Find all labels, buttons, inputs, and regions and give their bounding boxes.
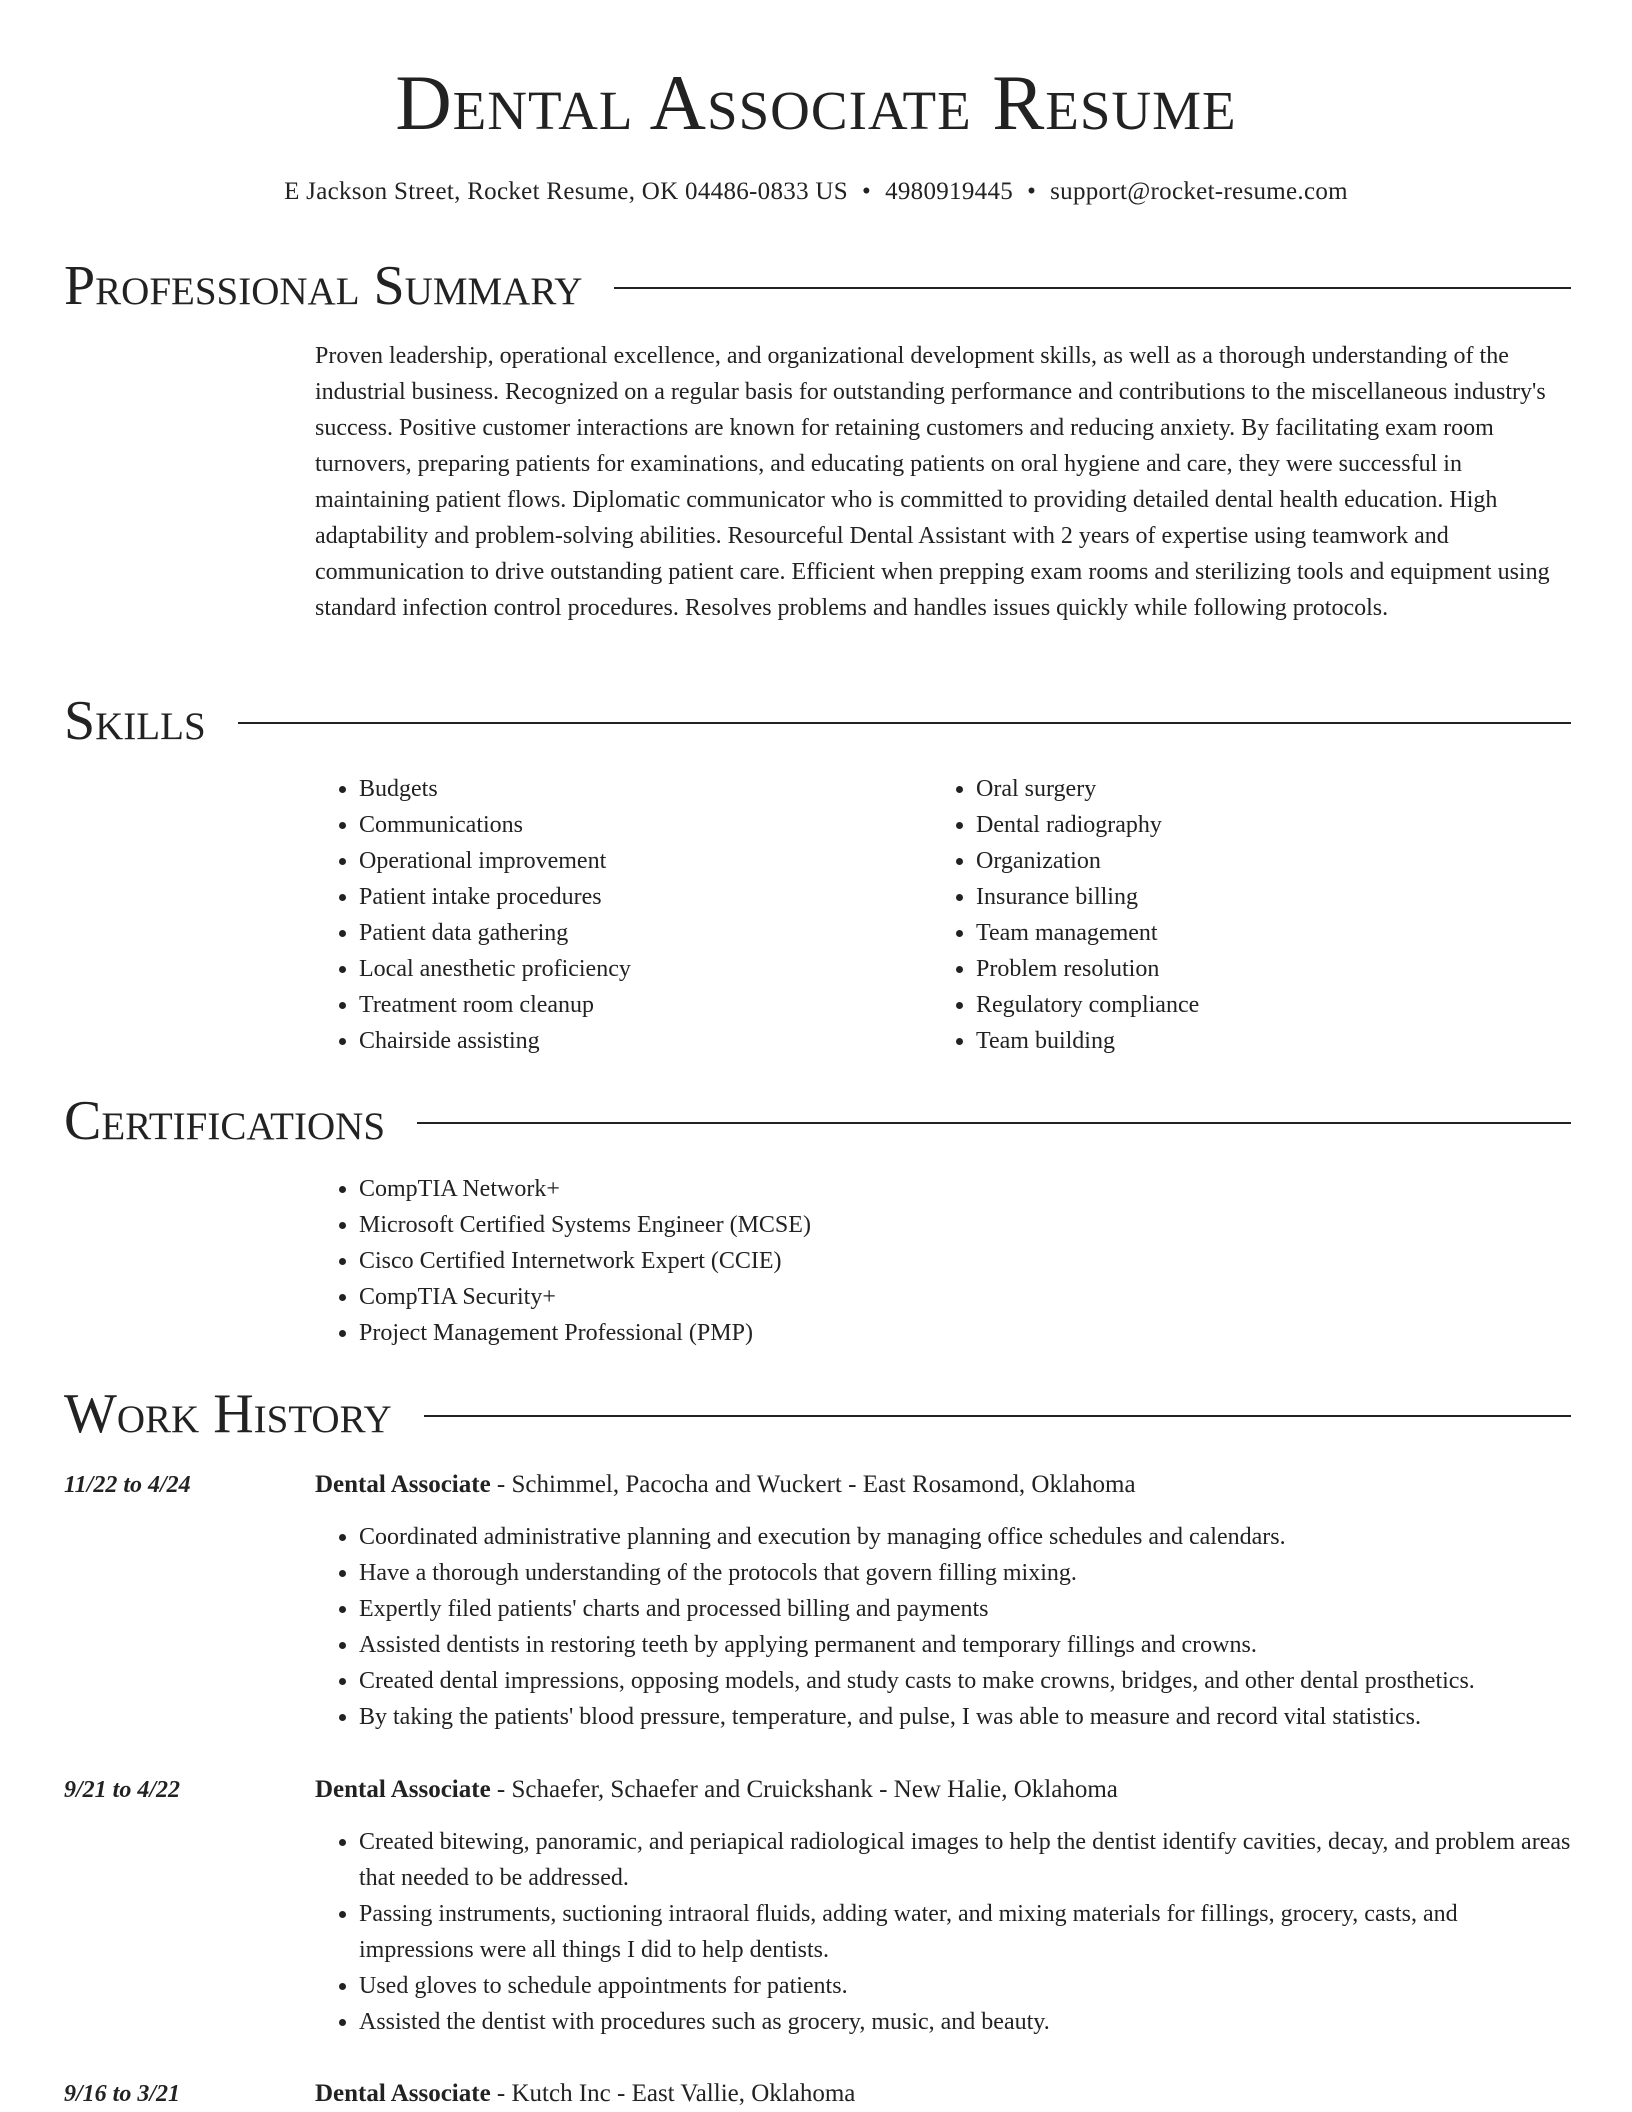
job-bullet-list bbox=[315, 1824, 1571, 2040]
skill-item: • Patient intake procedures bbox=[359, 879, 915, 915]
skill-item: • Insurance billing bbox=[976, 879, 1532, 915]
skill-item: • Organization bbox=[976, 843, 1532, 879]
skill-item: • Team management bbox=[976, 915, 1532, 951]
section-divider bbox=[417, 1122, 1571, 1124]
summary-text: Proven leadership, operational excellence, and organizational development skills, as well as a thorough understanding of the industrial business. Recognized on a regular basis for outstanding performance and contributions to the miscellaneous industry's success. Positive customer interactions are known for retaining customers and reducing anxiety. By facilitating exam room turnovers, preparing patients for examinations, and educating patients on oral hygiene and care, they were successful in maintaining patient flows. Diplomatic communicator who is committed to providing detailed dental health education. High adaptability and problem-solving abilities. Resourceful Dental Assistant with 2 years of expertise using teamwork and communication to drive outstanding patient care. Efficient when prepping exam rooms and sterilizing tools and equipment using standard infection control procedures. Resolves problems and handles issues quickly while following protocols. bbox=[315, 343, 1550, 621]
skill-item: • Oral surgery bbox=[976, 771, 1532, 807]
summary-heading: Professional Summary bbox=[64, 255, 583, 317]
job-bullet: • Passing instruments, suctioning intraoral fluids, adding water, and mixing materials for fillings, grocery, casts, and impressions were all things I did to help dentists. bbox=[359, 1896, 1571, 1968]
job-employer: - Kutch Inc - East Vallie, Oklahoma bbox=[496, 2080, 856, 2107]
job-bullet-list bbox=[315, 1519, 1571, 1735]
contact-line bbox=[0, 175, 1632, 209]
skill-item: • Dental radiography bbox=[976, 807, 1532, 843]
skill-item: • Patient data gathering bbox=[359, 915, 915, 951]
job-heading bbox=[315, 2076, 1571, 2112]
job-bullet: • By taking the patients' blood pressure, temperature, and pulse, I was able to measure and record vital statistics. bbox=[359, 1699, 1571, 1735]
job-title: Dental Associate bbox=[315, 1776, 491, 1803]
job-heading bbox=[315, 1772, 1571, 1808]
job-bullet: • Created dental impressions, opposing models, and study casts to make crowns, bridges, and other dental prosthetics. bbox=[359, 1663, 1571, 1699]
job-bullet: • Assisted the dentist with procedures such as grocery, music, and beauty. bbox=[359, 2004, 1571, 2040]
job-title: Dental Associate bbox=[315, 1471, 491, 1498]
summary-section-header bbox=[64, 254, 1571, 318]
skill-item: • Communications bbox=[359, 807, 915, 843]
section-divider bbox=[238, 722, 1571, 724]
certifications-section-header bbox=[64, 1089, 1571, 1153]
skills-list-right bbox=[932, 771, 1532, 1059]
skill-item: • Operational improvement bbox=[359, 843, 915, 879]
certification-item: • Cisco Certified Internetwork Expert (CCIE) bbox=[359, 1243, 1415, 1279]
work-heading: Work History bbox=[64, 1383, 392, 1445]
job-dates: 9/21 to 4/22 bbox=[64, 1777, 181, 1803]
job-heading bbox=[315, 1467, 1571, 1503]
job-dates: 11/22 to 4/24 bbox=[64, 1472, 191, 1498]
section-divider bbox=[424, 1415, 1571, 1417]
skill-item: • Regulatory compliance bbox=[976, 987, 1532, 1023]
skills-heading: Skills bbox=[64, 690, 206, 752]
job-employer: - Schaefer, Schaefer and Cruickshank - New Halie, Oklahoma bbox=[496, 1776, 1118, 1803]
section-divider bbox=[614, 287, 1571, 289]
separator-dot: • bbox=[862, 178, 872, 205]
job-employer: - Schimmel, Pacocha and Wuckert - East Rosamond, Oklahoma bbox=[496, 1471, 1136, 1498]
skill-item: • Treatment room cleanup bbox=[359, 987, 915, 1023]
certification-item: • CompTIA Network+ bbox=[359, 1171, 1415, 1207]
skill-item: • Budgets bbox=[359, 771, 915, 807]
skill-item: • Problem resolution bbox=[976, 951, 1532, 987]
job-bullet: • Coordinated administrative planning and execution by managing office schedules and calendars. bbox=[359, 1519, 1571, 1555]
job-bullet: • Used gloves to schedule appointments for patients. bbox=[359, 1968, 1571, 2004]
address: E Jackson Street, Rocket Resume, OK 04486-0833 US bbox=[284, 178, 848, 205]
job-bullet: • Have a thorough understanding of the protocols that govern filling mixing. bbox=[359, 1555, 1571, 1591]
skill-item: • Chairside assisting bbox=[359, 1023, 915, 1059]
skill-item: • Team building bbox=[976, 1023, 1532, 1059]
certifications-list bbox=[315, 1171, 1415, 1351]
job-dates: 9/16 to 3/21 bbox=[64, 2081, 181, 2107]
certification-item: • Microsoft Certified Systems Engineer (MCSE) bbox=[359, 1207, 1415, 1243]
job-bullet: • Expertly filed patients' charts and processed billing and payments bbox=[359, 1591, 1571, 1627]
resume-title: Dental Associate Resume bbox=[395, 59, 1237, 146]
phone: 4980919445 bbox=[885, 178, 1014, 205]
certifications-heading: Certifications bbox=[64, 1090, 386, 1152]
email: support@rocket-resume.com bbox=[1050, 178, 1348, 205]
skills-section-header bbox=[64, 689, 1571, 753]
certification-item: • CompTIA Security+ bbox=[359, 1279, 1415, 1315]
certification-item: • Project Management Professional (PMP) bbox=[359, 1315, 1415, 1351]
skill-item: • Local anesthetic proficiency bbox=[359, 951, 915, 987]
skills-list-left bbox=[315, 771, 915, 1059]
job-title: Dental Associate bbox=[315, 2080, 491, 2107]
work-section-header bbox=[64, 1382, 1571, 1446]
job-bullet: • Created bitewing, panoramic, and periapical radiological images to help the dentist identify cavities, decay, and problem areas that needed to be addressed. bbox=[359, 1824, 1571, 1896]
separator-dot: • bbox=[1027, 178, 1037, 205]
job-bullet: • Assisted dentists in restoring teeth by applying permanent and temporary fillings and crowns. bbox=[359, 1627, 1571, 1663]
